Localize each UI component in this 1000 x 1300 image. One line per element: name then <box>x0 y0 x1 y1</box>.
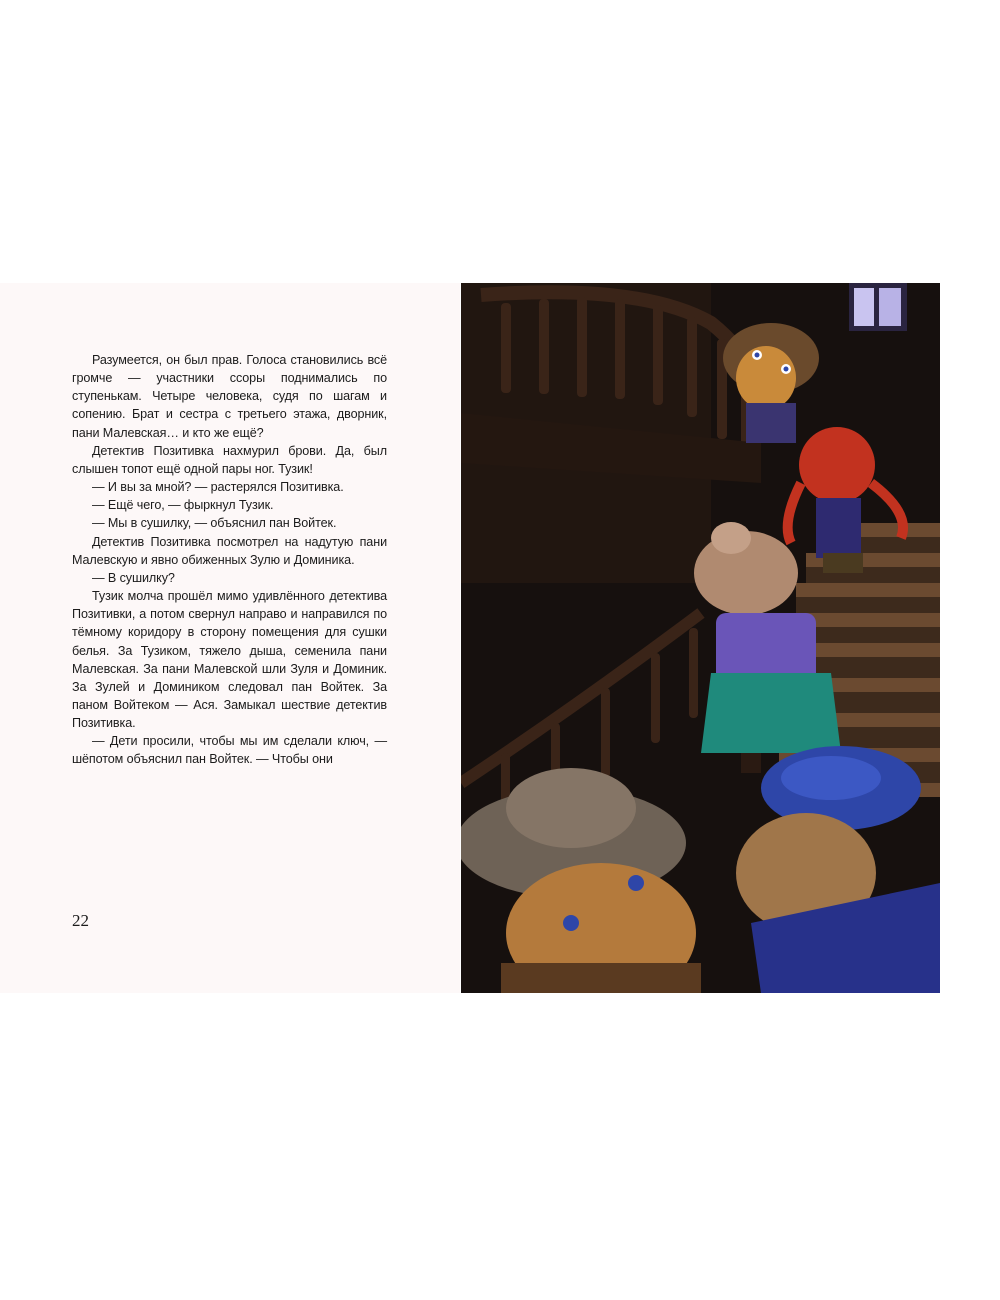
paragraph: Разумеется, он был прав. Голоса становились всё громче — участники ссоры поднимались по ступенькам. Четыре человека, судя по шагам и сопению. Брат и сестра с третьего этажа, дворник, пани Малевская… и кто же ещё? <box>72 353 387 440</box>
paragraph: — Мы в сушилку, — объяснил пан Войтек. <box>92 516 337 531</box>
staircase-illustration-icon <box>461 283 940 993</box>
text-block <box>72 351 387 769</box>
book-spread <box>0 283 940 993</box>
paragraph: Тузик молча прошёл мимо удивлённого детектива Позитивки, а потом свернул направо и направился по тёмному коридору в сторону помещения для сушки белья. За Тузиком, тяжело дыша, семенила пани Малевская. За пани Малевской шли Зуля и Доминик. За Зулей и Домиником следовал пан Войтек. За паном Войтеком — Ася. Замыкал шествие детектив Позитивка. <box>72 589 387 731</box>
page-number: 22 <box>72 911 89 930</box>
paragraph: — В сушилку? <box>92 570 175 585</box>
paragraph: Детектив Позитивка нахмурил брови. Да, был слышен топот ещё одной пары ног. Тузик! <box>72 443 387 476</box>
paragraph: — Ещё чего, — фыркнул Тузик. <box>92 498 274 513</box>
paragraph: Детектив Позитивка посмотрел на надутую пани Малевскую и явно обиженных Зулю и Доминика. <box>72 534 387 567</box>
text-page <box>0 283 460 993</box>
paragraph: — И вы за мной? — растерялся Позитивка. <box>92 480 344 495</box>
paragraph: — Дети просили, чтобы мы им сделали ключ, — шёпотом объяснил пан Войтек. — Чтобы они <box>72 734 387 767</box>
staircase-illustration <box>461 283 940 993</box>
